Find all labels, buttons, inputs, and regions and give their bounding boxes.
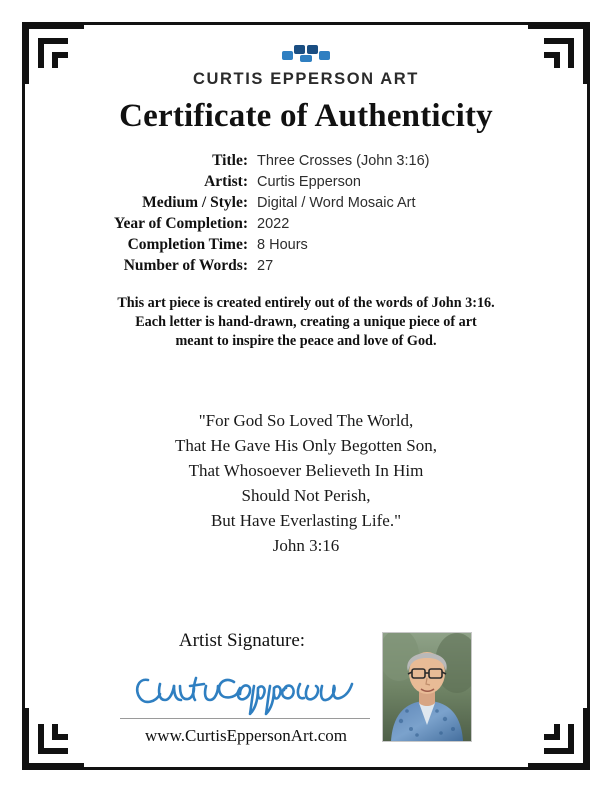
verse-line: Should Not Perish, [241, 486, 371, 505]
detail-row-title [0, 152, 612, 170]
description-line-3: meant to inspire the peace and love of God. [175, 333, 437, 349]
artist-photo [382, 632, 472, 742]
verse-reference: John 3:16 [272, 536, 340, 555]
detail-row-artist [0, 173, 612, 191]
brand-logo [0, 42, 612, 89]
detail-value: 8 Hours [257, 237, 308, 253]
detail-row-medium [0, 194, 612, 212]
description-line-2: Each letter is hand-drawn, creating a unique piece of art [135, 314, 477, 330]
detail-value: 2022 [257, 216, 290, 232]
details-list [0, 152, 612, 278]
verse-block [56, 408, 556, 558]
artist-portrait-image [383, 633, 471, 741]
description-block [56, 294, 556, 351]
verse-line: That He Gave His Only Begotten Son, [174, 436, 438, 455]
detail-label: Year of Completion: [113, 215, 248, 232]
page-title: Certificate of Authenticity [119, 98, 493, 134]
detail-row-completion-time [0, 236, 612, 254]
signature-mark [130, 664, 355, 716]
detail-row-year [0, 215, 612, 233]
detail-label: Number of Words: [123, 257, 248, 274]
corner-ornament-bottom-right [528, 708, 590, 770]
corner-ornament-bottom-left [22, 708, 84, 770]
description-line-1: This art piece is created entirely out of the words of John 3:16. [117, 295, 495, 311]
verse-line: "For God So Loved The World, [198, 411, 414, 430]
crown-blocks-icon [280, 42, 332, 68]
verse-line: That Whosoever Believeth In Him [188, 461, 424, 480]
website-link[interactable]: www.CurtisEppersonArt.com [145, 726, 347, 745]
brand-name: CURTIS EPPERSON ART [193, 70, 419, 88]
detail-label: Medium / Style: [142, 194, 248, 211]
verse-line: But Have Everlasting Life." [210, 511, 402, 530]
detail-label: Completion Time: [127, 236, 248, 253]
signature-line [120, 718, 370, 719]
detail-value: 27 [257, 258, 274, 274]
detail-row-word-count [0, 257, 612, 275]
detail-value: Curtis Epperson [257, 174, 361, 190]
detail-label: Artist: [204, 173, 248, 190]
detail-value: Three Crosses (John 3:16) [257, 153, 430, 169]
signature-heading: Artist Signature: [178, 630, 306, 651]
detail-label: Title: [212, 152, 248, 169]
detail-value: Digital / Word Mosaic Art [257, 195, 416, 211]
